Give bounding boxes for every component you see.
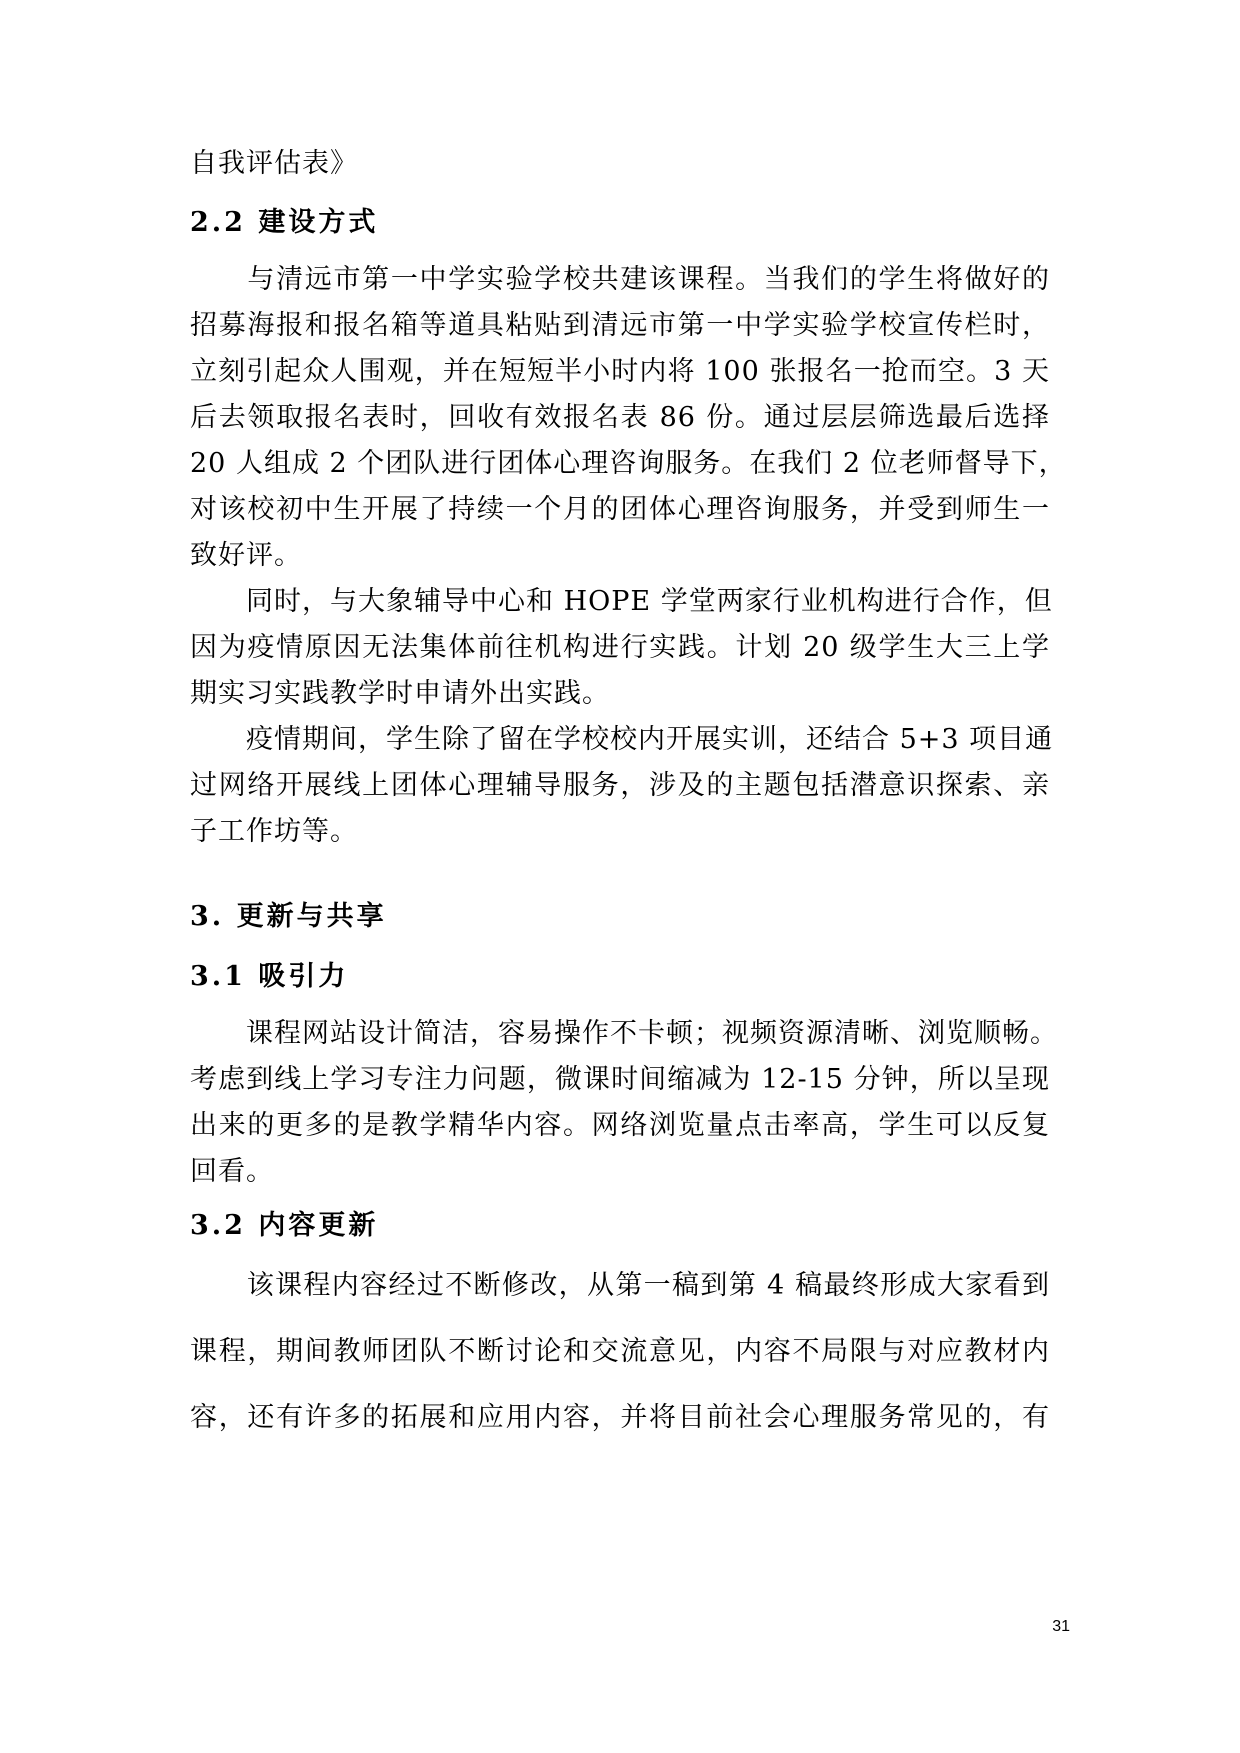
section-heading-3-2: 3.2 内容更新 bbox=[190, 1210, 379, 1241]
text-line: 20 人组成 2 个团队进行团体心理咨询服务。在我们 2 位老师督导下， bbox=[190, 448, 1067, 479]
text-line: 过网络开展线上团体心理辅导服务，涉及的主题包括潜意识探索、亲 bbox=[190, 770, 1050, 801]
text-line: 疫情期间，学生除了留在学校校内开展实训，还结合 5+3 项目通 bbox=[190, 724, 1054, 755]
text-line: 期实习实践教学时申请外出实践。 bbox=[190, 678, 610, 709]
text-line: 因为疫情原因无法集体前往机构进行实践。计划 20 级学生大三上学 bbox=[190, 632, 1050, 663]
section-heading-3-1: 3.1 吸引力 bbox=[190, 961, 349, 992]
text-line: 致好评。 bbox=[190, 540, 302, 571]
text-line: 回看。 bbox=[190, 1156, 274, 1187]
page-number: 31 bbox=[1052, 1618, 1070, 1635]
text-line: 课程网站设计简洁，容易操作不卡顿；视频资源清晰、浏览顺畅。 bbox=[190, 1018, 1058, 1049]
text-line: 容，还有许多的拓展和应用内容，并将目前社会心理服务常见的，有 bbox=[190, 1402, 1050, 1433]
text-line: 子工作坊等。 bbox=[190, 816, 358, 847]
section-heading-3: 3. 更新与共享 bbox=[190, 901, 387, 932]
text-line: 考虑到线上学习专注力问题，微课时间缩减为 12-15 分钟，所以呈现 bbox=[190, 1064, 1050, 1095]
text-line: 后去领取报名表时，回收有效报名表 86 份。通过层层筛选最后选择 bbox=[190, 402, 1050, 433]
text-line: 对该校初中生开展了持续一个月的团体心理咨询服务，并受到师生一 bbox=[190, 494, 1050, 525]
text-line: 招募海报和报名箱等道具粘贴到清远市第一中学实验学校宣传栏时， bbox=[190, 310, 1050, 341]
text-line: 该课程内容经过不断修改，从第一稿到第 4 稿最终形成大家看到 bbox=[190, 1270, 1050, 1301]
text-line: 课程，期间教师团队不断讨论和交流意见，内容不局限与对应教材内 bbox=[190, 1336, 1050, 1367]
text-line: 与清远市第一中学实验学校共建该课程。当我们的学生将做好的 bbox=[190, 264, 1050, 295]
text-line: 出来的更多的是教学精华内容。网络浏览量点击率高，学生可以反复 bbox=[190, 1110, 1050, 1141]
text-line: 立刻引起众人围观，并在短短半小时内将 100 张报名一抢而空。3 天 bbox=[190, 356, 1050, 387]
section-heading-2-2: 2.2 建设方式 bbox=[190, 207, 379, 238]
text-line: 自我评估表》 bbox=[190, 148, 358, 179]
text-line: 同时，与大象辅导中心和 HOPE 学堂两家行业机构进行合作，但 bbox=[190, 586, 1053, 617]
